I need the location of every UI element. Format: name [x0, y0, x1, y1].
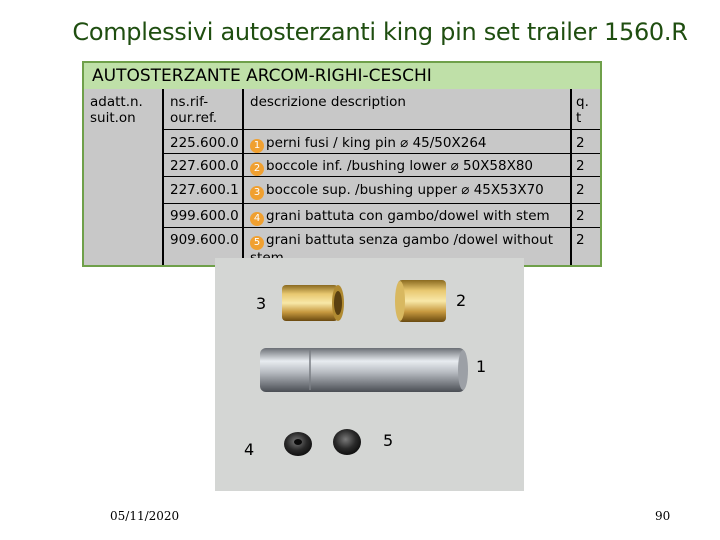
number-badge: 3 — [250, 186, 264, 200]
row-divider — [163, 176, 600, 177]
row-divider — [163, 129, 600, 130]
table-header: AUTOSTERZANTE ARCOM-RIGHI-CESCHI — [84, 63, 600, 89]
col-header-qty: q. t — [576, 94, 589, 126]
row-qty: 2 — [576, 208, 585, 224]
col-header-ref: ns.rif- our.ref. — [170, 94, 218, 126]
row-qty: 2 — [576, 182, 585, 198]
col-header-suit: adatt.n. suit.on — [90, 94, 143, 126]
row-divider — [163, 203, 600, 204]
column-divider — [570, 89, 572, 265]
row-ref: 227.600.0 — [170, 158, 239, 174]
photo-label: 4 — [244, 440, 255, 459]
bushing-upper — [282, 285, 344, 321]
col-header-description: descrizione description — [250, 94, 406, 110]
footer-date: 05/11/2020 — [110, 509, 180, 523]
row-ref: 225.600.0 — [170, 135, 239, 151]
number-badge: 5 — [250, 236, 264, 250]
row-ref: 999.600.0 — [170, 208, 239, 224]
parts-table — [82, 61, 602, 267]
photo-label: 5 — [383, 431, 394, 450]
row-description: 4 grani battuta con gambo/dowel with stem — [250, 208, 550, 226]
row-description: 3 boccole sup. /bushing upper ⌀ 45X53X70 — [250, 182, 544, 200]
row-qty: 2 — [576, 232, 585, 248]
number-badge: 1 — [250, 139, 264, 153]
dowel-without-stem — [333, 429, 361, 455]
column-divider — [242, 89, 244, 265]
row-description: 1 perni fusi / king pin ⌀ 45/50X264 — [250, 135, 487, 153]
column-divider — [162, 89, 164, 265]
page-title: Complessivi autosterzanti king pin set trailer 1560.R — [72, 18, 688, 46]
row-divider — [163, 227, 600, 228]
king-pin — [260, 348, 468, 392]
number-badge: 4 — [250, 212, 264, 226]
number-badge: 2 — [250, 162, 264, 176]
parts-photo — [215, 258, 524, 491]
page-number: 90 — [655, 509, 671, 523]
photo-label: 2 — [456, 291, 467, 310]
photo-label: 1 — [476, 357, 487, 376]
dowel-with-stem — [284, 432, 312, 456]
row-ref: 227.600.1 — [170, 182, 239, 198]
row-ref: 909.600.0 — [170, 232, 239, 248]
row-divider — [163, 153, 600, 154]
row-description: 5 grani battuta senza gambo /dowel without — [250, 232, 553, 266]
bushing-lower — [395, 280, 446, 322]
row-description: 2 boccole inf. /bushing lower ⌀ 50X58X80 — [250, 158, 533, 176]
photo-label: 3 — [256, 294, 267, 313]
row-qty: 2 — [576, 135, 585, 151]
row-qty: 2 — [576, 158, 585, 174]
